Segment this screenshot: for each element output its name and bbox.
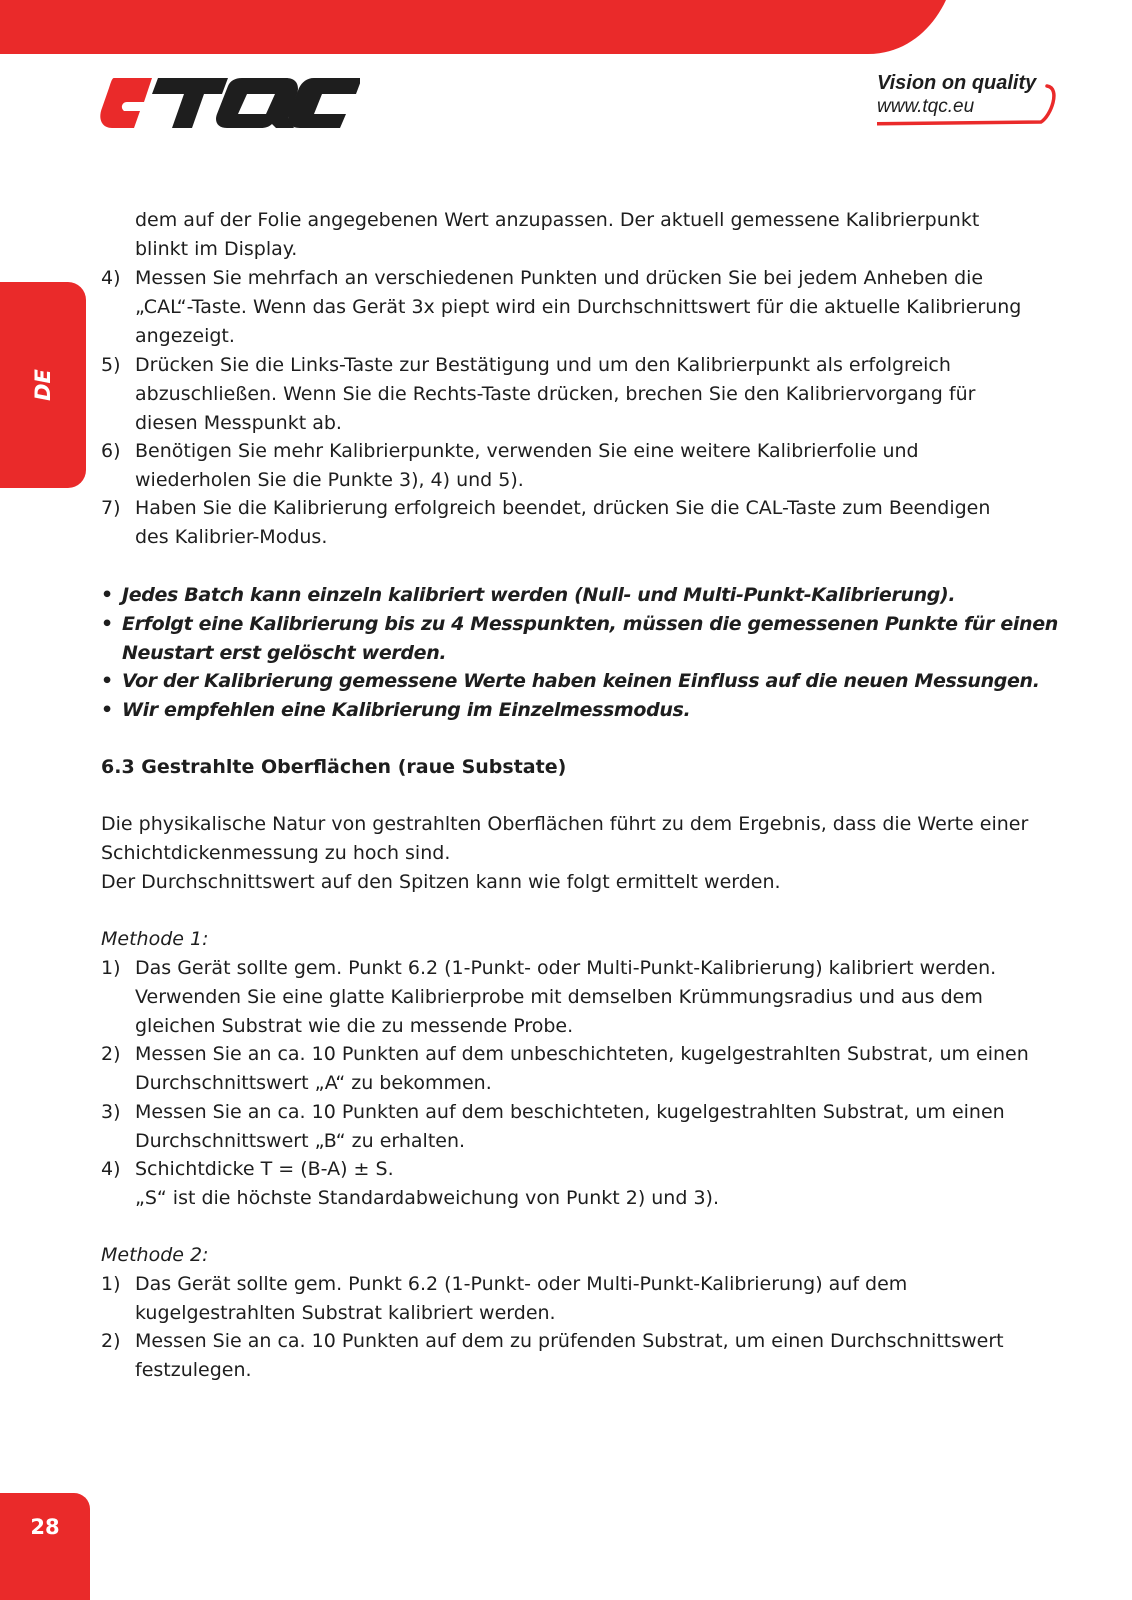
step-text: wiederholen Sie die Punkte 3), 4) und 5). [135,469,524,491]
note-text: Neustart erst gelöscht werden. [122,642,447,664]
step-text: Schichtdicke T = (B-A) ± S. [135,1158,394,1180]
note-bullet: • [101,584,113,606]
website-url: www.tqc.eu [877,96,975,117]
note-text: Erfolgt eine Kalibrierung bis zu 4 Messpunkten, müssen die gemessenen Punkte für einen [122,613,1058,635]
tqc-logo [100,74,360,132]
step-number: 2) [101,1043,121,1065]
step-text: Messen Sie an ca. 10 Punkten auf dem beschichteten, kugelgestrahlten Substrat, um einen [135,1101,1005,1123]
text-line: dem auf der Folie angegebenen Wert anzupassen. Der aktuell gemessene Kalibrierpunkt [135,209,980,231]
step-text: gleichen Substrat wie die zu messende Probe. [135,1015,574,1037]
step-text: Drücken Sie die Links-Taste zur Bestätigung und um den Kalibrierpunkt als erfolgreich [135,354,951,376]
step-number: 4) [101,1158,121,1180]
tagline-swoosh [877,72,1077,132]
step-number: 4) [101,267,121,289]
step-number: 1) [101,957,121,979]
step-text: angezeigt. [135,325,235,347]
step-text: Verwenden Sie eine glatte Kalibrierprobe mit demselben Krümmungsradius und aus dem [135,986,983,1008]
step-text: Durchschnittswert „B“ zu erhalten. [135,1130,466,1152]
step-text: festzulegen. [135,1359,252,1381]
step-number: 3) [101,1101,121,1123]
step-text: „S“ ist die höchste Standardabweichung von Punkt 2) und 3). [135,1187,719,1209]
note-text: Jedes Batch kann einzeln kalibriert werden (Null- und Multi-Punkt-Kalibrierung). [122,584,956,606]
step-text: Messen Sie mehrfach an verschiedenen Punkten und drücken Sie bei jedem Anheben die [135,267,984,289]
step-number: 7) [101,497,121,519]
note-bullet: • [101,699,113,721]
section-heading: 6.3 Gestrahlte Oberflächen (raue Substate) [101,756,567,778]
step-text: kugelgestrahlten Substrat kalibriert werden. [135,1302,556,1324]
tagline: Vision on quality [877,72,1037,94]
step-text: Das Gerät sollte gem. Punkt 6.2 (1-Punkt- oder Multi-Punkt-Kalibrierung) auf dem [135,1273,908,1295]
language-tab [0,282,86,488]
page-number-tab [0,1493,90,1600]
text-line: blinkt im Display. [135,238,298,260]
paragraph-line: Schichtdickenmessung zu hoch sind. [101,842,451,864]
step-text: Messen Sie an ca. 10 Punkten auf dem zu prüfenden Substrat, um einen Durchschnittswert [135,1330,1004,1352]
step-number: 1) [101,1273,121,1295]
step-text: Messen Sie an ca. 10 Punkten auf dem unbeschichteten, kugelgestrahlten Substrat, um einen [135,1043,1029,1065]
method-label: Methode 1: [101,928,209,950]
step-number: 5) [101,354,121,376]
step-text: des Kalibrier-Modus. [135,526,328,548]
language-code: DE [31,369,55,401]
step-text: Benötigen Sie mehr Kalibrierpunkte, verwenden Sie eine weitere Kalibrierfolie und [135,440,919,462]
step-text: Haben Sie die Kalibrierung erfolgreich beendet, drücken Sie die CAL-Taste zum Beendigen [135,497,991,519]
step-number: 6) [101,440,121,462]
step-text: diesen Messpunkt ab. [135,412,342,434]
note-text: Wir empfehlen eine Kalibrierung im Einzelmessmodus. [122,699,691,721]
step-text: abzuschließen. Wenn Sie die Rechts-Taste drücken, brechen Sie den Kalibriervorgang für [135,383,976,405]
header-red-band [0,0,1132,60]
paragraph-line: Der Durchschnittswert auf den Spitzen kann wie folgt ermittelt werden. [101,871,781,893]
page-number: 28 [30,1515,60,1539]
step-number: 2) [101,1330,121,1352]
step-text: Durchschnittswert „A“ zu bekommen. [135,1072,492,1094]
note-text: Vor der Kalibrierung gemessene Werte haben keinen Einfluss auf die neuen Messungen. [122,670,1040,692]
step-text: Das Gerät sollte gem. Punkt 6.2 (1-Punkt- oder Multi-Punkt-Kalibrierung) kalibriert werden. [135,957,997,979]
step-text: „CAL“-Taste. Wenn das Gerät 3x piept wird ein Durchschnittswert für die aktuelle Kalibrierung [135,296,1022,318]
method-label: Methode 2: [101,1244,209,1266]
note-bullet: • [101,613,113,635]
paragraph-line: Die physikalische Natur von gestrahlten Oberflächen führt zu dem Ergebnis, dass die Werte einer [101,813,1029,835]
note-bullet: • [101,670,113,692]
